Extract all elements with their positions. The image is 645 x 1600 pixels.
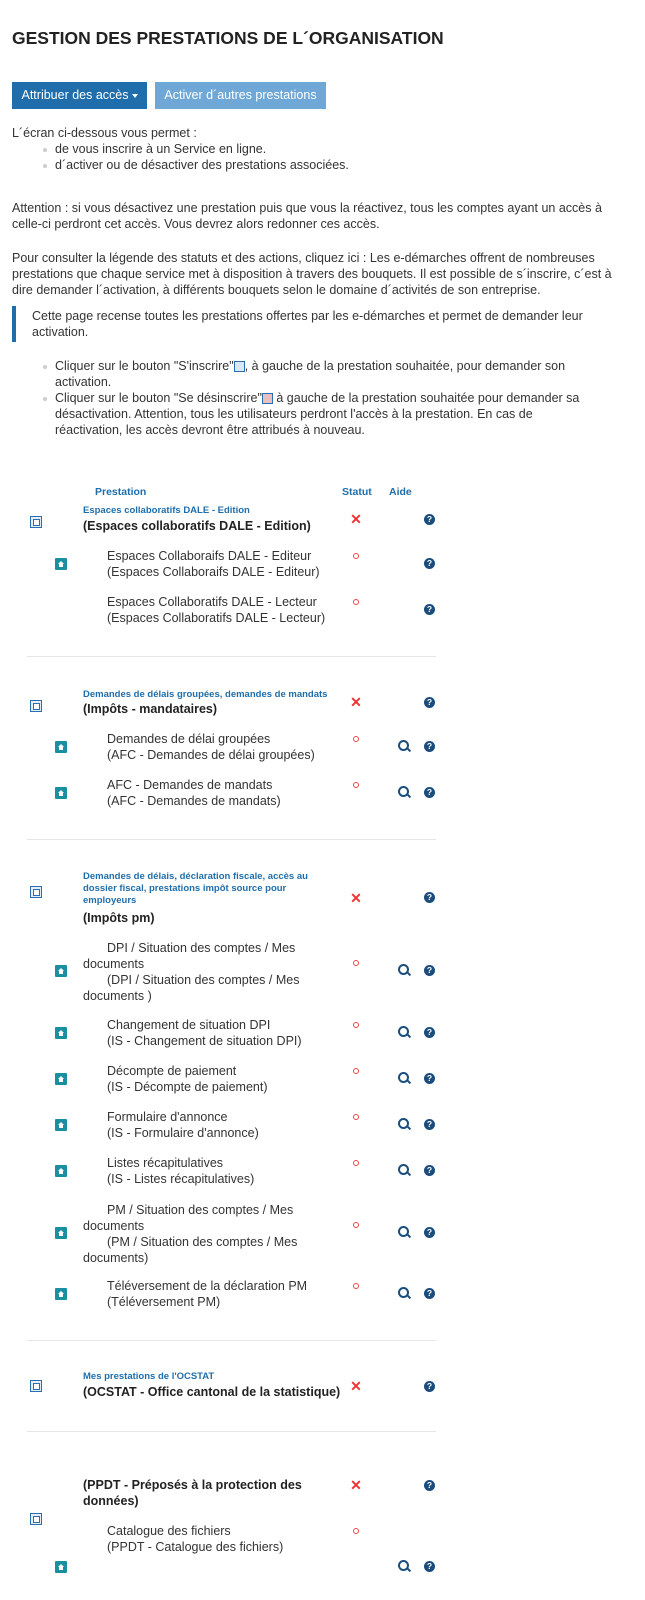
x-icon: ✕ (350, 694, 362, 710)
home-icon[interactable] (55, 558, 67, 570)
item-name: AFC - Demandes de mandats (107, 778, 273, 792)
subscribe-icon[interactable] (30, 1380, 42, 1392)
group-title[interactable]: Mes prestations de l'OCSTAT (83, 1371, 215, 1382)
magnifier-icon[interactable] (398, 740, 409, 751)
divider (27, 1431, 436, 1432)
group-name: (PPDT - Préposés à la protection des données) (83, 1478, 302, 1508)
col-prestation: Prestation (95, 486, 147, 498)
item-code: (IS - Listes récapitulatives) (107, 1172, 255, 1186)
item-name: Décompte de paiement (107, 1064, 237, 1078)
dot-icon (353, 1022, 359, 1028)
assign-access-button[interactable] (12, 82, 147, 109)
col-aide: Aide (389, 486, 412, 498)
group-title[interactable]: Espaces collaboratifs DALE - Edition (83, 505, 250, 516)
dot-icon (353, 1528, 359, 1534)
dot-icon (353, 1114, 359, 1120)
instruction-text: à gauche de la prestation souhaitée pour demander sa désactivation. Attention, tous les utilisateurs perdront l'accès à la prestation. En cas de réactivation, les accès devront être attribués à nouveau. (55, 391, 580, 437)
help-icon[interactable]: ? (424, 1288, 435, 1299)
legend-text: Pour consulter la légende des statuts et des actions, cliquez ici : Les e-démarches offrent de nombreuses prestations que chaque service met à disposition à travers des bouquets. Il est possible de s´inscrire, c´est à dire demander l´activation, à différents bouquets selon le domaine d´activités de son entreprise. (12, 251, 612, 297)
help-icon[interactable]: ? (424, 1381, 435, 1392)
item-code: (AFC - Demandes de mandats) (107, 794, 281, 808)
dot-icon (353, 1068, 359, 1074)
help-icon[interactable]: ? (424, 697, 435, 708)
magnifier-icon[interactable] (398, 964, 409, 975)
home-icon[interactable] (55, 1027, 67, 1039)
instruction-unsubscribe (43, 390, 603, 438)
activate-other-button[interactable]: Activer d´autres prestations (155, 82, 326, 109)
help-icon[interactable]: ? (424, 1119, 435, 1130)
home-icon[interactable] (55, 1119, 67, 1131)
home-icon[interactable] (55, 1073, 67, 1085)
intro-lead: L´écran ci-dessous vous permet : (12, 126, 197, 140)
item-code: (Espaces Collaboratifs DALE - Lecteur) (107, 611, 326, 625)
help-icon[interactable]: ? (424, 965, 435, 976)
attention-text: Attention : si vous désactivez une prestation puis que vous la réactivez, tous les comptes ayant un accès à celle-ci perdront cet accès. Vous devrez alors redonner ces accès. (12, 201, 602, 231)
subscribe-icon[interactable] (30, 1513, 42, 1525)
magnifier-icon[interactable] (398, 1226, 409, 1237)
dot-icon (353, 1283, 359, 1289)
item-code: (IS - Décompte de paiement) (107, 1080, 268, 1094)
x-icon: ✕ (350, 890, 362, 906)
item-name: PM / Situation des comptes / Mes documents (83, 1203, 294, 1233)
home-icon[interactable] (55, 1165, 67, 1177)
list-item (83, 1063, 328, 1095)
subscribe-icon[interactable] (30, 516, 42, 528)
magnifier-icon[interactable] (398, 1026, 409, 1037)
home-icon[interactable] (55, 1227, 67, 1239)
dot-icon (353, 782, 359, 788)
caret-down-icon (132, 94, 138, 98)
help-icon[interactable]: ? (424, 558, 435, 569)
x-icon: ✕ (350, 511, 362, 527)
item-name: Espaces Collaboratifs DALE - Lecteur (107, 595, 317, 609)
item-code: (DPI / Situation des comptes / Mes documents ) (83, 973, 300, 1003)
instruction-subscribe (43, 358, 603, 390)
instruction-text: , à gauche de la prestation souhaitée, pour demander son activation. (55, 359, 566, 389)
list-item (83, 1523, 328, 1555)
quote-text: Cette page recense toutes les prestations offertes par les e-démarches et permet de demander leur activation. (32, 309, 583, 339)
item-code: (PPDT - Catalogue des fichiers) (107, 1540, 284, 1554)
item-code: (PM / Situation des comptes / Mes documents) (83, 1235, 298, 1265)
list-item (83, 777, 328, 809)
group-title[interactable]: Demandes de délais groupées, demandes de mandats (83, 689, 328, 700)
group-name: (Espaces collaboratifs DALE - Edition) (83, 519, 311, 533)
item-code: (Espaces Collaboraifs DALE - Editeur) (107, 565, 320, 579)
list-item (83, 1109, 328, 1141)
dot-icon (353, 553, 359, 559)
instruction-text: Cliquer sur le bouton "Se désinscrire" (55, 391, 262, 405)
divider (27, 1340, 436, 1341)
list-item (83, 1202, 311, 1266)
help-icon[interactable]: ? (424, 1027, 435, 1038)
help-icon[interactable]: ? (424, 1480, 435, 1491)
group-title[interactable]: Demandes de délais, déclaration fiscale, accès au dossier fiscal, prestations impôt source pour employeurs (83, 871, 308, 906)
home-icon[interactable] (55, 741, 67, 753)
magnifier-icon[interactable] (398, 1072, 409, 1083)
list-item (83, 548, 328, 580)
item-name: Téléversement de la déclaration PM (107, 1279, 308, 1293)
list-item (83, 940, 311, 1004)
info-quote (12, 306, 602, 342)
home-icon[interactable] (55, 787, 67, 799)
dot-icon (353, 1160, 359, 1166)
subscribe-icon[interactable] (30, 886, 42, 898)
col-statut: Statut (342, 486, 372, 498)
list-item (83, 731, 328, 763)
intro-bullet: d´activer ou de désactiver des prestations associées. (43, 157, 349, 173)
item-code: (IS - Formulaire d'annonce) (107, 1126, 259, 1140)
divider (27, 656, 436, 657)
divider (27, 839, 436, 840)
assign-access-label: Attribuer des accès (21, 88, 129, 102)
unsubscribe-icon (262, 393, 273, 404)
list-item (83, 1155, 328, 1187)
help-icon[interactable]: ? (424, 604, 435, 615)
item-name: Formulaire d'annonce (107, 1110, 228, 1124)
help-icon[interactable]: ? (424, 514, 435, 525)
item-code: (AFC - Demandes de délai groupées) (107, 748, 315, 762)
item-name: Demandes de délai groupées (107, 732, 271, 746)
item-code: (Téléversement PM) (107, 1295, 221, 1309)
group-name: (OCSTAT - Office cantonal de la statistique) (83, 1385, 341, 1399)
group-name: (Impôts pm) (83, 911, 155, 925)
list-item (83, 1017, 328, 1049)
list-item (83, 594, 328, 626)
dot-icon (353, 960, 359, 966)
magnifier-icon[interactable] (398, 1560, 409, 1571)
intro-list (43, 141, 349, 173)
instructions-list (43, 358, 603, 438)
help-icon[interactable]: ? (424, 1165, 435, 1176)
help-icon[interactable]: ? (424, 1073, 435, 1084)
magnifier-icon[interactable] (398, 1118, 409, 1129)
help-icon[interactable]: ? (424, 892, 435, 903)
help-icon[interactable]: ? (424, 1561, 435, 1572)
home-icon[interactable] (55, 1561, 67, 1573)
magnifier-icon[interactable] (398, 786, 409, 797)
home-icon[interactable] (55, 1288, 67, 1300)
help-icon[interactable]: ? (424, 741, 435, 752)
magnifier-icon[interactable] (398, 1287, 409, 1298)
item-name: Espaces Collaboraifs DALE - Editeur (107, 549, 312, 563)
page-title: GESTION DES PRESTATIONS DE L´ORGANISATION (12, 28, 444, 48)
magnifier-icon[interactable] (398, 1164, 409, 1175)
home-icon[interactable] (55, 965, 67, 977)
item-name: Listes récapitulatives (107, 1156, 224, 1170)
intro-bullet: de vous inscrire à un Service en ligne. (43, 141, 349, 157)
item-name: Catalogue des fichiers (107, 1524, 231, 1538)
dot-icon (353, 1222, 359, 1228)
subscribe-icon[interactable] (30, 700, 42, 712)
list-item (83, 1278, 328, 1310)
item-code: (IS - Changement de situation DPI) (107, 1034, 302, 1048)
instruction-text: Cliquer sur le bouton "S'inscrire" (55, 359, 234, 373)
item-name: Changement de situation DPI (107, 1018, 271, 1032)
x-icon: ✕ (350, 1477, 362, 1493)
x-icon: ✕ (350, 1378, 362, 1394)
dot-icon (353, 736, 359, 742)
group-name: (Impôts - mandataires) (83, 702, 218, 716)
help-icon[interactable]: ? (424, 787, 435, 798)
item-name: DPI / Situation des comptes / Mes documents (83, 941, 296, 971)
dot-icon (353, 599, 359, 605)
help-icon[interactable]: ? (424, 1227, 435, 1238)
subscribe-icon (234, 361, 245, 372)
